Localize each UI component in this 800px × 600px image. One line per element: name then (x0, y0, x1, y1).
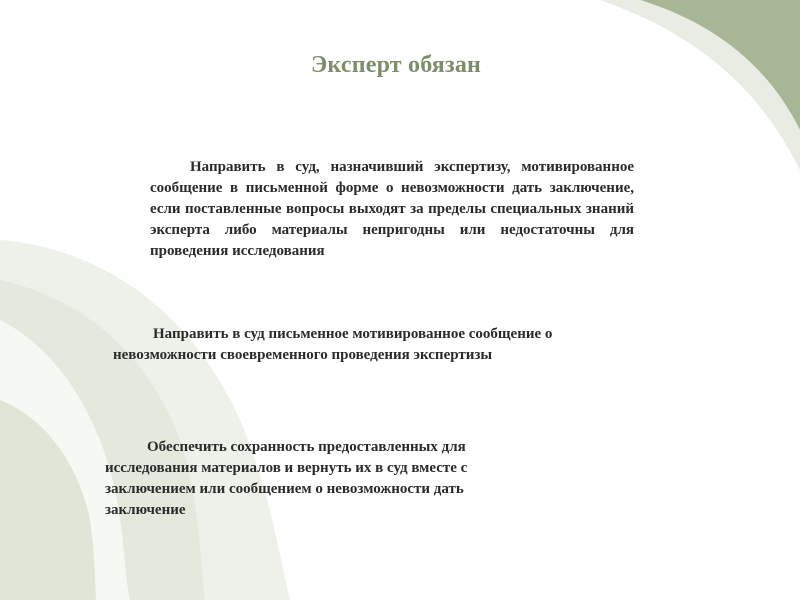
duty-paragraph-2: Направить в суд письменное мотивированное сообщение о невозможности своевременного проведения экспертизы (113, 326, 553, 363)
duty-paragraph-3: Обеспечить сохранность предоставленных для исследования материалов и вернуть их в суд вместе с заключением или сообщением о невозможности дать заключение (105, 439, 468, 518)
duty-paragraph-1: Направить в суд, назначивший экспертизу, мотивированное сообщение в письменной форме о невозможности дать заключение, если поставленные вопросы выходят за пределы специальных знаний эксперта либо материалы непригодны или недостаточны для проведения исследования (150, 159, 634, 259)
slide-title: Эксперт обязан (310, 52, 482, 78)
